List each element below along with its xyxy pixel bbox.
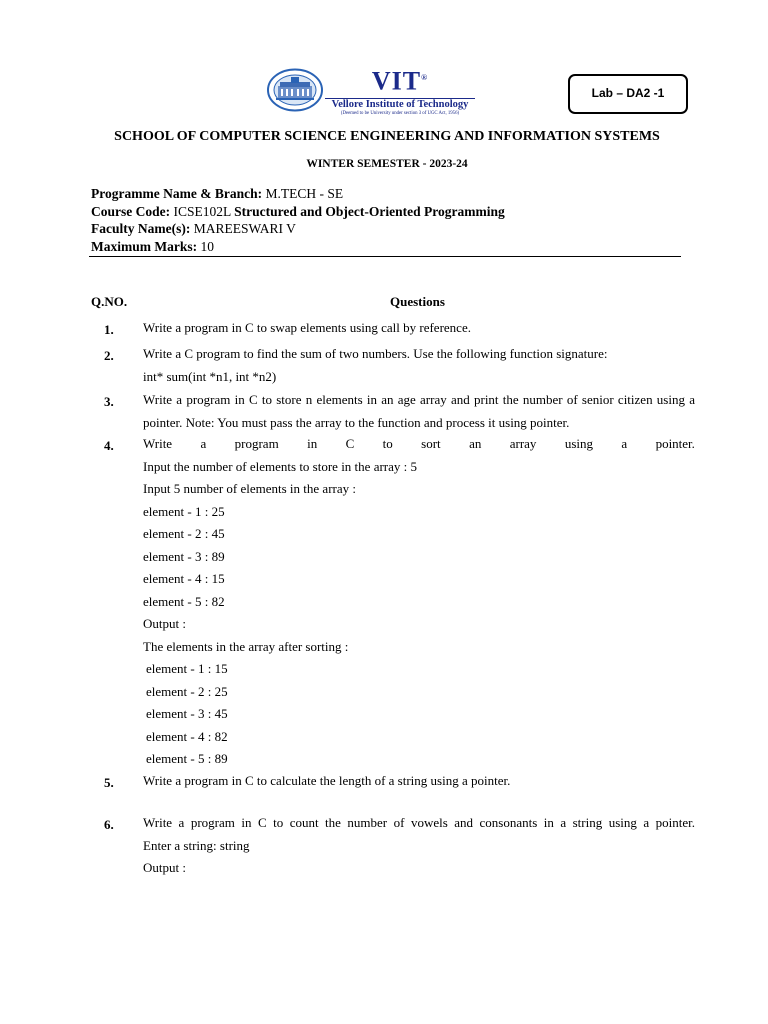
questions-header: Questions xyxy=(390,294,445,309)
programme-label: Programme Name & Branch: xyxy=(91,186,263,201)
faculty-value: MAREESWARI V xyxy=(193,221,296,236)
vit-logo xyxy=(267,66,475,116)
course-row xyxy=(91,203,505,221)
question-line: Write a program in C to count the number of vowels and consonants in a string using a pointer. xyxy=(143,815,695,830)
question-text: Write a program in C to store n elements in an age array and print the number of senior citizen using a pointer. Note: You must pass the array to the function and process it using pointer. xyxy=(143,392,695,430)
question-line: element - 1 : 25 xyxy=(143,503,225,519)
programme-value: M.TECH - SE xyxy=(265,186,344,201)
course-code: ICSE102L xyxy=(173,203,231,219)
question-text xyxy=(143,343,695,388)
lab-label-box: Lab – DA2 -1 xyxy=(568,74,688,114)
question-text xyxy=(143,317,695,340)
question-line: element - 5 : 82 xyxy=(143,593,225,609)
question-text xyxy=(143,433,695,771)
marks-value: 10 xyxy=(200,238,214,254)
question-line: Output : xyxy=(143,616,186,631)
semester-title: WINTER SEMESTER - 2023-24 xyxy=(306,158,468,170)
question-number: 6. xyxy=(104,817,114,832)
question-line: Write a program in C to sort an array using a pointer. xyxy=(143,436,695,451)
vit-logo-rule xyxy=(325,98,475,99)
question-number: 3. xyxy=(104,394,114,409)
question-line: element - 3 : 45 xyxy=(146,706,228,721)
question-line: element - 1 : 15 xyxy=(146,661,228,676)
question-line: element - 5 : 89 xyxy=(146,751,228,766)
faculty-label: Faculty Name(s): xyxy=(91,221,191,236)
vit-institution: Vellore Institute of Technology xyxy=(331,98,469,110)
course-name: Structured and Object-Oriented Programming xyxy=(234,203,505,219)
question-line: element - 3 : 89 xyxy=(143,548,225,564)
vit-logo-text xyxy=(325,64,475,117)
question-text xyxy=(143,812,695,880)
question-line: The elements in the array after sorting : xyxy=(143,638,349,654)
question-line: element - 4 : 15 xyxy=(143,571,225,586)
question-number: 5. xyxy=(104,775,114,790)
vit-brand: VIT® xyxy=(371,66,429,96)
question-line: Write a C program to find the sum of two numbers. Use the following function signature: xyxy=(143,346,608,361)
vit-emblem-icon xyxy=(267,68,323,112)
vit-tagline: (Deemed to be University under section 3 of UGC Act, 1956) xyxy=(340,110,460,116)
question-number: 4. xyxy=(104,438,114,453)
marks-row xyxy=(91,238,505,256)
marks-label: Maximum Marks: xyxy=(91,238,198,254)
question-line: Write a program in C to calculate the length of a string using a pointer. xyxy=(143,773,511,788)
question-line: Write a program in C to swap elements using call by reference. xyxy=(143,320,471,335)
question-line: Output : xyxy=(143,860,186,875)
programme-row xyxy=(91,185,505,203)
course-info xyxy=(91,185,505,255)
question-line: element - 2 : 25 xyxy=(146,683,228,699)
question-line: element - 2 : 45 xyxy=(143,526,225,541)
question-line: Input 5 number of elements in the array : xyxy=(143,481,356,496)
header-divider xyxy=(89,256,681,257)
question-number: 1. xyxy=(104,322,114,337)
question-line: Input the number of elements to store in the array : 5 xyxy=(143,458,418,474)
question-line: Enter a string: string xyxy=(143,837,250,853)
question-number: 2. xyxy=(104,348,114,363)
question-line: int* sum(int *n1, int *n2) xyxy=(143,368,277,384)
qno-header: Q.NO. xyxy=(91,294,128,309)
course-label: Course Code: xyxy=(91,203,171,219)
question-text xyxy=(143,770,695,793)
question-line: element - 4 : 82 xyxy=(146,728,228,744)
faculty-row xyxy=(91,220,505,238)
school-title: SCHOOL OF COMPUTER SCIENCE ENGINEERING AND INFORMATION SYSTEMS xyxy=(114,129,660,144)
